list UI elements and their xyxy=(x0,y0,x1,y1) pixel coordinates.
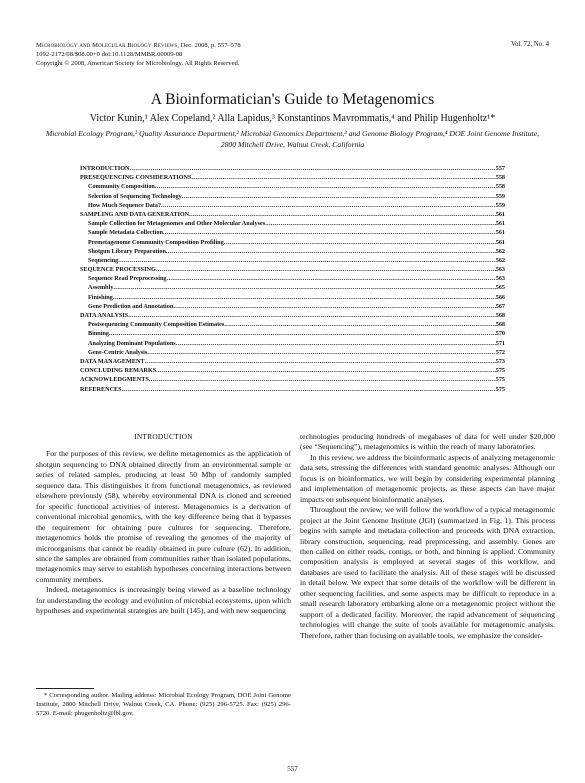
toc-leader-dots xyxy=(109,329,496,338)
toc-entry[interactable] xyxy=(80,219,505,228)
table-of-contents xyxy=(80,164,505,394)
toc-entry[interactable] xyxy=(80,192,505,201)
toc-leader-dots xyxy=(189,210,496,219)
toc-entry[interactable] xyxy=(80,320,505,329)
toc-entry-page: 557 xyxy=(495,165,505,172)
toc-entry-page: 566 xyxy=(495,293,505,301)
toc-leader-dots xyxy=(113,293,496,302)
toc-entry-page: 575 xyxy=(495,376,505,384)
toc-entry-label: SAMPLING AND DATA GENERATION xyxy=(80,210,190,218)
toc-entry-label: CONCLUDING REMARKS xyxy=(80,367,157,375)
toc-leader-dots xyxy=(145,357,496,366)
copyright-line: Copyright © 2008, American Society for Microbiology. All Rights Reserved. xyxy=(36,60,240,68)
toc-leader-dots xyxy=(176,339,496,348)
toc-entry-label: INTRODUCTION xyxy=(80,165,130,172)
corresponding-author-footnote: * Corresponding author. Mailing address: Microbial Ecology Program, DOE Joint Genome Institute, 2800 Mitchell Drive, Walnut Creek, CA. Phone: (925) 296-5725. Fax: (925) 296-5720. E-mail: phugenholtz@lbl.gov. xyxy=(36,692,291,717)
toc-entry-label: Shotgun Library Preparation xyxy=(88,247,166,255)
toc-entry-page: 561 xyxy=(495,229,505,237)
toc-entry-page: 572 xyxy=(495,348,505,356)
toc-entry-page: 573 xyxy=(495,357,505,365)
toc-entry-page: 571 xyxy=(495,339,505,347)
paragraph: For the purposes of this review, we define metagenomics as the application of shotgun sequencing to DNA obtained directly from an environmental sample or series of related samples, producing at least 50 Mbp of randomly sampled sequence data. This distinguishes it from functional metagenomics, as reviewed elsewhere previously (58), whereby environmental DNA is cloned and screened for specific functional activities of interest. Metagenomics is a derivation of conventional microbial genomics, with the key difference being that it bypasses the requirement for obtaining pure cultures for sequencing. Therefore, metagenomics holds the promise of revealing the genomes of the majority of microorganisms that cannot be readily obtained in pure culture (62). In addition, since the samples are obtained from communities rather than isolated populations, metagenomics may serve to establish hypotheses concerning interactions between community members. xyxy=(36,449,291,584)
toc-entry[interactable] xyxy=(80,256,505,265)
toc-entry[interactable] xyxy=(80,228,505,237)
toc-entry-page: 575 xyxy=(495,367,505,375)
toc-entry-page: 568 xyxy=(495,312,505,319)
toc-entry[interactable] xyxy=(80,348,505,357)
toc-entry-label: PRESEQUENCING CONSIDERATIONS xyxy=(80,174,192,182)
toc-leader-dots xyxy=(224,238,496,247)
toc-entry-page: 568 xyxy=(495,321,505,329)
toc-leader-dots xyxy=(156,265,496,274)
volume-issue: Vol. 72, No. 4 xyxy=(510,41,549,48)
toc-entry-label: Analyzing Dominant Populations xyxy=(88,339,176,347)
journal-name: Microbiology and Molecular Biology Reviews xyxy=(36,42,178,49)
toc-entry[interactable] xyxy=(80,247,505,256)
toc-entry[interactable] xyxy=(80,357,505,366)
toc-entry-label: DATA MANAGEMENT xyxy=(80,357,145,365)
toc-leader-dots xyxy=(149,375,496,384)
toc-leader-dots xyxy=(167,274,496,283)
toc-entry-label: Gene-Centric Analysis xyxy=(88,348,148,356)
toc-leader-dots xyxy=(147,348,495,357)
footnote-rule xyxy=(36,688,94,689)
toc-leader-dots xyxy=(113,283,495,292)
toc-entry[interactable] xyxy=(80,265,505,274)
toc-entry-label: Sample Metadata Collection xyxy=(88,229,163,237)
citation-line xyxy=(36,41,241,50)
toc-entry[interactable] xyxy=(80,375,505,384)
toc-entry[interactable] xyxy=(80,339,505,348)
toc-leader-dots xyxy=(265,219,496,228)
toc-entry-page: 567 xyxy=(495,302,505,310)
toc-entry[interactable] xyxy=(80,311,505,320)
toc-entry-page: 561 xyxy=(495,238,505,246)
toc-entry[interactable] xyxy=(80,283,505,292)
journal-header xyxy=(36,41,241,69)
toc-entry-label: Assembly xyxy=(88,284,114,292)
toc-leader-dots xyxy=(166,247,496,256)
toc-leader-dots xyxy=(122,385,496,394)
toc-entry-page: 565 xyxy=(495,284,505,292)
toc-leader-dots xyxy=(161,201,496,210)
toc-entry[interactable] xyxy=(80,293,505,302)
toc-entry-page: 575 xyxy=(495,385,505,393)
toc-entry-page: 570 xyxy=(495,330,505,338)
toc-entry-label: REFERENCES xyxy=(80,385,122,393)
toc-entry-label: DATA ANALYSIS xyxy=(80,312,129,319)
toc-entry[interactable] xyxy=(80,274,505,283)
toc-leader-dots xyxy=(224,320,495,329)
toc-entry-page: 561 xyxy=(495,210,505,218)
toc-entry[interactable] xyxy=(80,385,505,394)
toc-entry-label: Selection of Sequencing Technology xyxy=(88,192,182,200)
toc-entry[interactable] xyxy=(80,329,505,338)
section-heading-introduction: INTRODUCTION xyxy=(134,432,193,441)
toc-leader-dots xyxy=(118,256,495,265)
toc-entry-label: Postsequencing Community Composition Estimates xyxy=(88,321,225,329)
toc-entry-page: 561 xyxy=(495,220,505,228)
toc-entry-label: Gene Prediction and Annotation xyxy=(88,302,174,310)
toc-entry-label: ACKNOWLEDGMENTS xyxy=(80,376,149,384)
toc-leader-dots xyxy=(155,182,496,191)
toc-entry-label: Finishing xyxy=(88,293,113,301)
toc-entry-page: 559 xyxy=(495,201,505,209)
toc-entry-page: 562 xyxy=(495,247,505,255)
paragraph: Throughout the review, we will follow the workflow of a typical metagenomic project at the Joint Genome Institute (JGI) (summarized in Fig. 1). This process begins with sample and metadata collection and proceeds with DNA extraction, library construction, sequencing, read preprocessing, and assembly. Genes are then called on either reads, contigs, or both, and binning is applied. Community composition analysis is employed at several stages of this workflow, and databases are used to facilitate the analysis. All of these stages will be discussed in detail below. We expect that some details of the workflow will be different in other sequencing facilities, and some aspects may be difficult to reproduce in a small research laboratory embarking alone on a metagenomic project without the support of a dedicated facility. Moreover, the rapid advancement of sequencing technologies will change the suite of tools available for metagenomic analysis. Therefore, rather than focusing on available tools, we emphasize the consider- xyxy=(300,505,555,640)
toc-entry[interactable] xyxy=(80,201,505,210)
toc-entry-label: Binning xyxy=(88,330,109,338)
toc-entry[interactable] xyxy=(80,173,505,182)
toc-entry-label: Sequencing xyxy=(88,256,119,264)
toc-entry-page: 559 xyxy=(495,192,505,200)
toc-entry-label: Premetagenome Community Composition Profiling xyxy=(88,238,224,246)
author-list: Victor Kunin,¹ Alex Copeland,² Alla Lapidus,³ Konstantinos Mavrommatis,⁴ and Philip Hugenholtz¹* xyxy=(89,113,496,124)
affiliations: Microbial Ecology Program,¹ Quality Assurance Department,² Microbial Genomics Department,³ and Genome Biology Program,⁴ DOE Joint Genome Institute, 2800 Mitchell Drive, Walnut Creek, California xyxy=(45,129,540,149)
left-column xyxy=(36,432,291,617)
toc-entry-label: Sequence Read Preprocessing xyxy=(88,275,167,283)
citation: , Dec. 2008, p. 557–578 xyxy=(177,42,241,49)
toc-leader-dots xyxy=(130,164,496,173)
article-title: A Bioinformatician's Guide to Metagenomics xyxy=(150,91,435,108)
toc-entry[interactable] xyxy=(80,238,505,247)
toc-entry[interactable] xyxy=(80,164,505,173)
toc-entry-label: Sample Collection for Metagenomes and Other Molecular Analyses xyxy=(88,220,266,228)
toc-entry[interactable] xyxy=(80,182,505,191)
toc-entry[interactable] xyxy=(80,366,505,375)
toc-entry-page: 563 xyxy=(495,266,505,274)
toc-leader-dots xyxy=(182,192,496,201)
toc-leader-dots xyxy=(173,302,495,311)
toc-leader-dots xyxy=(128,311,496,320)
toc-entry-label: Community Composition xyxy=(88,183,155,191)
toc-entry[interactable] xyxy=(80,210,505,219)
toc-entry-label: How Much Sequence Data? xyxy=(88,201,162,209)
toc-entry-page: 558 xyxy=(495,183,505,191)
toc-leader-dots xyxy=(163,228,496,237)
page-number: 557 xyxy=(287,765,298,773)
toc-leader-dots xyxy=(191,173,495,182)
doi-line: 1092-2172/08/$08.00+0 doi:10.1128/MMBR.00009-08 xyxy=(36,51,183,59)
paragraph: In this review, we address the bioinformatic aspects of analyzing metagenomic data sets, stressing the differences with standard genomic analyses. Although our focus is on bioinformatics, we will begin by considering experimental planning and implementation of metagenomic projects, as these aspects can have major impacts on subsequent bioinformatic analyses. xyxy=(300,452,555,504)
paragraph: Indeed, metagenomics is increasingly being viewed as a baseline technology for understanding the ecology and evolution of microbial ecosystems, upon which hypotheses and experimental strategies are built (145), and with new sequencing xyxy=(36,585,291,616)
toc-entry-label: SEQUENCE PROCESSING xyxy=(80,266,156,274)
toc-entry-page: 558 xyxy=(495,174,505,182)
toc-leader-dots xyxy=(156,366,496,375)
toc-entry-page: 563 xyxy=(495,275,505,283)
toc-entry[interactable] xyxy=(80,302,505,311)
paragraph: technologies producing hundreds of megabases of data for well under $20,000 (see “Sequencing”), metagenomics is within the reach of many laboratories. xyxy=(300,432,555,452)
right-column xyxy=(300,432,555,641)
toc-entry-page: 562 xyxy=(495,256,505,264)
